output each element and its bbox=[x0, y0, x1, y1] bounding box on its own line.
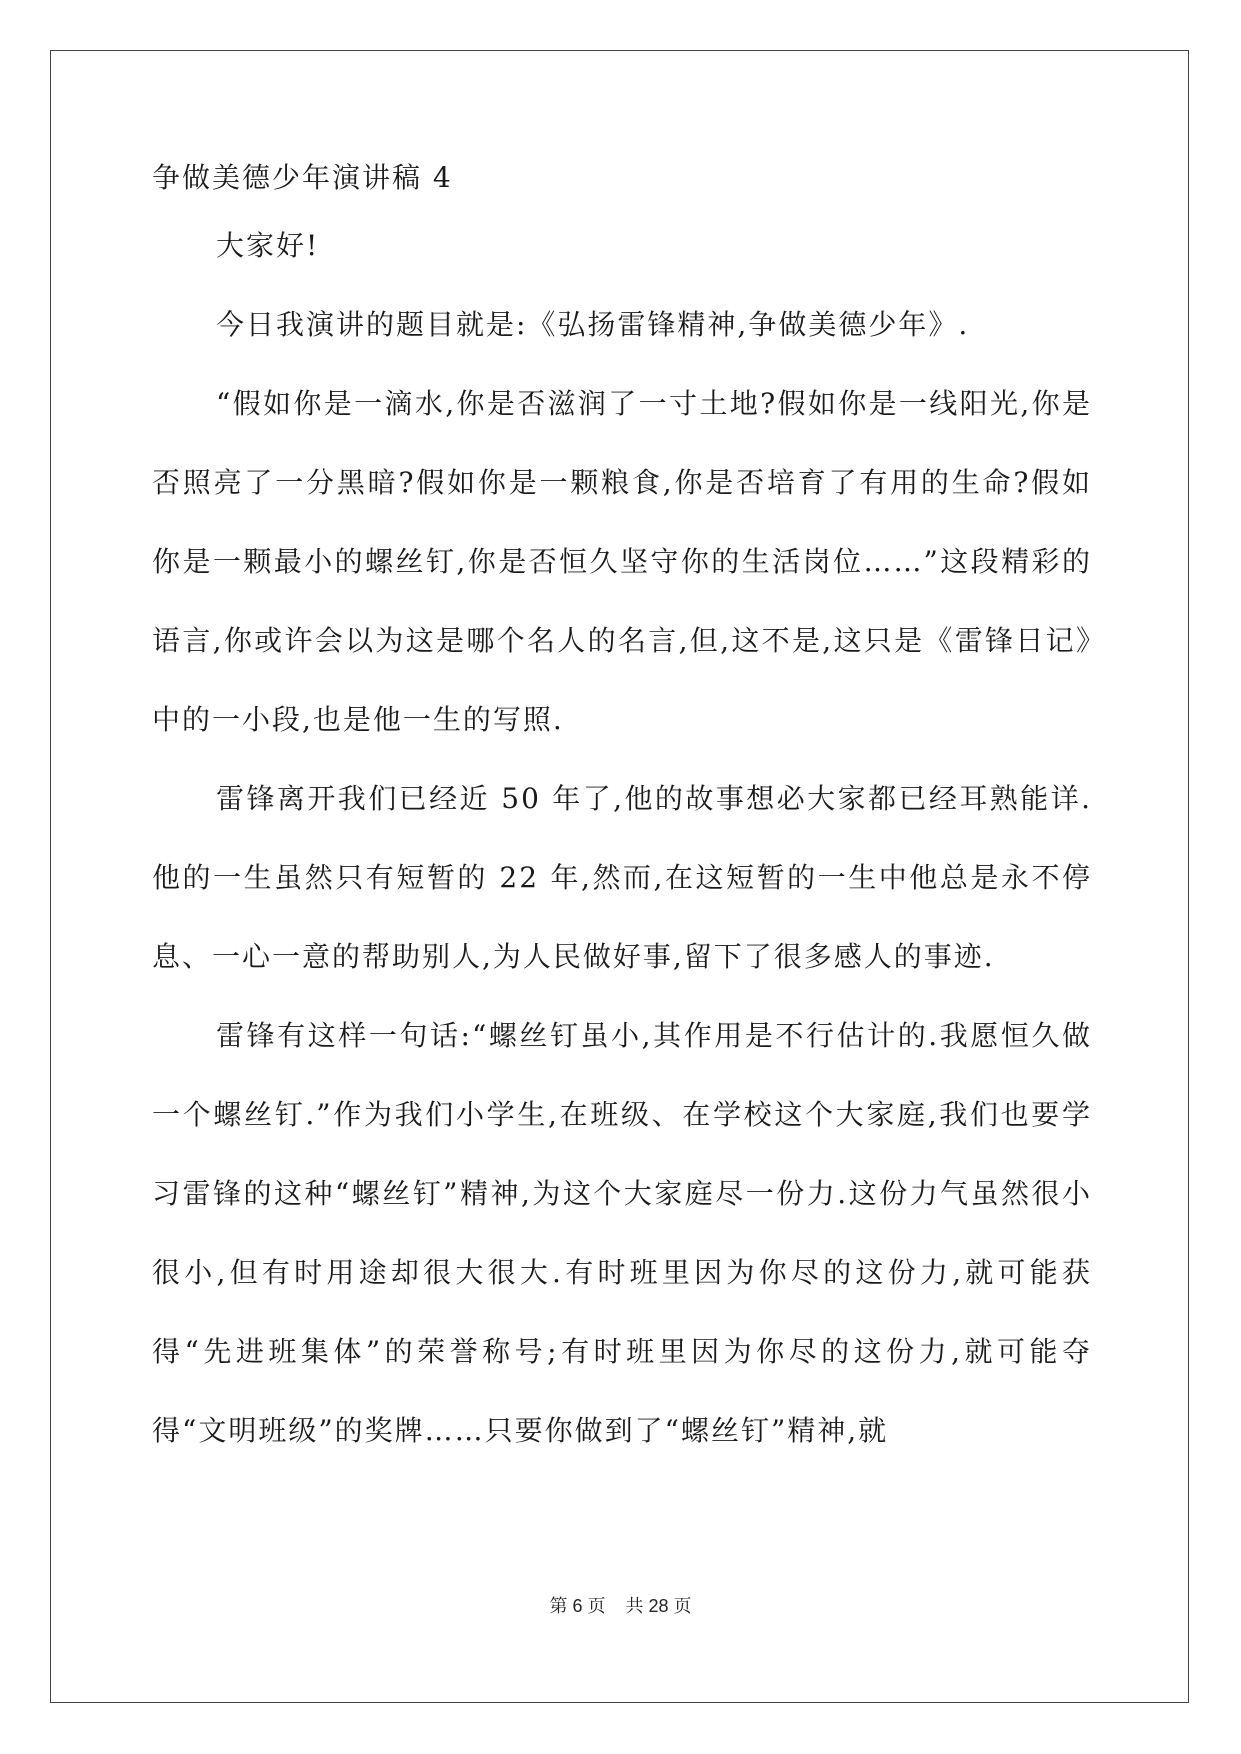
paragraph-screw-spirit: 雷锋有这样一句话:“螺丝钉虽小,其作用是不行估计的.我愿恒久做一个螺丝钉.”作为我们小学生,在班级、在学校这个大家庭,我们也要学习雷锋的这种“螺丝钉”精神,为这个大家庭尽一份力.这份力气虽然很小很小,但有时用途却很大很大.有时班里因为你尽的这份力,就可能获得“先进班集体”的荣誉称号;有时班里因为你尽的这份力,就可能夺得“文明班级”的奖牌……只要你做到了“螺丝钉”精神,就 bbox=[152, 1019, 1092, 1447]
document-body bbox=[152, 160, 1092, 1470]
page-number-total: 共 28 页 bbox=[625, 1596, 692, 1616]
page-number-current: 第 6 页 bbox=[549, 1596, 606, 1616]
paragraph-leifeng-story: 雷锋离开我们已经近 50 年了,他的故事想必大家都已经耳熟能详.他的一生虽然只有短暂的 22 年,然而,在这短暂的一生中他总是永不停息、一心一意的帮助别人,为人民做好事,留下了很多感人的事迹. bbox=[152, 782, 1092, 973]
paragraph-greeting: 大家好! bbox=[216, 229, 320, 262]
document-title: 争做美德少年演讲稿 4 bbox=[152, 161, 453, 194]
paragraph-topic: 今日我演讲的题目就是:《弘扬雷锋精神,争做美德少年》. bbox=[216, 308, 970, 341]
paragraph-quote: “假如你是一滴水,你是否滋润了一寸土地?假如你是一线阳光,你是否照亮了一分黑暗?假如你是一颗粮食,你是否培育了有用的生命?假如你是一颗最小的螺丝钉,你是否恒久坚守你的生活岗位……”这段精彩的语言,你或许会以为这是哪个名人的名言,但,这不是,这只是《雷锋日记》中的一小段,也是他一生的写照. bbox=[152, 387, 1092, 736]
page-footer bbox=[0, 1592, 1241, 1618]
